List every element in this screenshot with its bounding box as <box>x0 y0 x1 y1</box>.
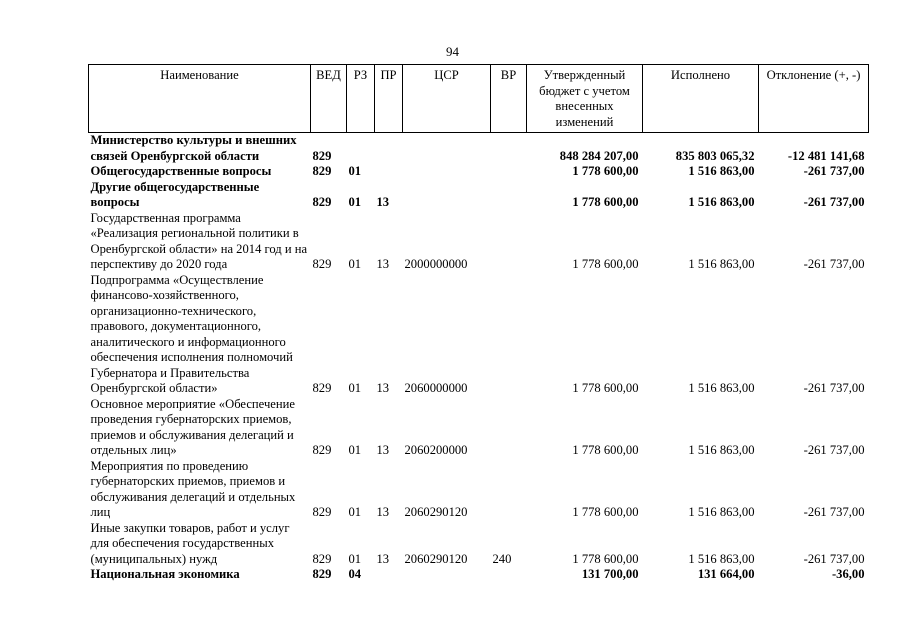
cell-name: Общегосударственные вопросы <box>90 164 272 178</box>
cell-csr <box>403 133 491 165</box>
cell-executed: 1 516 863,00 <box>688 164 755 178</box>
cell-csr <box>403 567 491 583</box>
cell-ved: 829 <box>312 148 332 163</box>
cell-rz: 01 <box>348 505 362 519</box>
cell-budget: 131 700,00 <box>581 567 639 581</box>
cell-name: Иные закупки товаров, работ и услуг для обеспечения государственных (муниципальных) нужд <box>90 520 290 566</box>
cell-name: Государственная программа «Реализация региональной политики в Оренбургской области» на 2014 год и на перспективу до 2020 года <box>90 210 308 271</box>
cell-ved: 829 <box>312 443 332 457</box>
page-number: 94 <box>446 44 459 59</box>
cell-ved: 829 <box>312 567 332 581</box>
table-row <box>89 180 869 211</box>
header-ved: ВЕД <box>311 65 347 133</box>
cell-budget: 1 778 600,00 <box>572 551 639 566</box>
cell-vr <box>491 211 527 273</box>
cell-vr <box>491 567 527 583</box>
cell-name: Подпрограмма «Осуществление финансово-хозяйственного, организационно-технического, правового, документационного, аналитического и информационного обеспечения исполнения полномочий Губернатора и Правительства Оренбургской области» <box>90 272 293 395</box>
cell-ved: 829 <box>312 505 332 519</box>
cell-csr: 2000000000 <box>404 257 468 271</box>
cell-vr <box>491 133 527 165</box>
table-row <box>89 521 869 568</box>
cell-csr: 2060290120 <box>404 505 468 519</box>
cell-budget: 1 778 600,00 <box>572 505 639 519</box>
cell-name: Мероприятия по проведению губернаторских приемов, приемов и обслуживания делегаций и отдельных лиц <box>90 458 296 519</box>
header-pr: ПР <box>375 65 403 133</box>
table-row <box>89 273 869 397</box>
cell-rz: 01 <box>348 443 362 457</box>
cell-rz: 01 <box>348 195 362 209</box>
cell-name: Основное мероприятие «Обеспечение проведения губернаторских приемов, приемов и обслуживания делегаций и отдельных лиц» <box>90 396 295 457</box>
cell-csr: 2060000000 <box>404 381 468 395</box>
cell-deviation: -261 737,00 <box>803 381 865 395</box>
cell-rz: 01 <box>348 381 362 395</box>
cell-ved: 829 <box>312 257 332 271</box>
table-row <box>89 133 869 165</box>
cell-budget: 1 778 600,00 <box>572 164 639 178</box>
header-budget: Утвержденный бюджет с учетом внесенных изменений <box>527 65 643 133</box>
header-rz: РЗ <box>347 65 375 133</box>
header-vr: ВР <box>491 65 527 133</box>
cell-budget: 1 778 600,00 <box>572 195 639 209</box>
cell-deviation: -261 737,00 <box>803 551 865 566</box>
cell-ved: 829 <box>312 195 332 209</box>
table-row <box>89 459 869 521</box>
cell-deviation: -261 737,00 <box>803 164 865 178</box>
header-executed: Исполнено <box>643 65 759 133</box>
cell-deviation: -261 737,00 <box>803 443 865 457</box>
cell-rz: 04 <box>348 567 362 581</box>
cell-deviation: -261 737,00 <box>803 257 865 271</box>
cell-vr <box>491 273 527 397</box>
cell-pr: 13 <box>376 505 390 519</box>
cell-pr: 13 <box>376 443 390 457</box>
cell-executed: 835 803 065,32 <box>675 148 755 163</box>
cell-executed: 1 516 863,00 <box>688 505 755 519</box>
cell-pr: 13 <box>376 381 390 395</box>
cell-deviation: -36,00 <box>831 567 865 581</box>
cell-pr <box>375 164 403 180</box>
cell-csr <box>403 180 491 211</box>
table-row <box>89 397 869 459</box>
cell-pr: 13 <box>376 257 390 271</box>
cell-executed: 1 516 863,00 <box>688 551 755 566</box>
cell-vr <box>491 397 527 459</box>
cell-budget: 1 778 600,00 <box>572 443 639 457</box>
cell-name: Другие общегосударственные вопросы <box>90 179 260 209</box>
table-header-row <box>89 65 869 133</box>
cell-rz: 01 <box>348 551 362 566</box>
cell-ved: 829 <box>312 381 332 395</box>
cell-csr: 2060200000 <box>404 443 468 457</box>
cell-deviation: -261 737,00 <box>803 505 865 519</box>
cell-executed: 1 516 863,00 <box>688 443 755 457</box>
cell-executed: 1 516 863,00 <box>688 381 755 395</box>
cell-deviation: -261 737,00 <box>803 195 865 209</box>
table-row <box>89 567 869 583</box>
cell-pr: 13 <box>376 195 390 209</box>
table-row <box>89 164 869 180</box>
cell-ved: 829 <box>312 164 332 178</box>
cell-csr <box>403 164 491 180</box>
cell-executed: 1 516 863,00 <box>688 195 755 209</box>
cell-executed: 1 516 863,00 <box>688 257 755 271</box>
cell-budget: 1 778 600,00 <box>572 257 639 271</box>
cell-vr <box>491 459 527 521</box>
header-csr: ЦСР <box>403 65 491 133</box>
cell-executed: 131 664,00 <box>697 567 755 581</box>
table-row <box>89 211 869 273</box>
cell-pr: 13 <box>376 551 390 566</box>
cell-vr <box>491 164 527 180</box>
cell-vr <box>491 180 527 211</box>
cell-deviation: -12 481 141,68 <box>787 148 865 163</box>
header-deviation: Отклонение (+, -) <box>759 65 869 133</box>
cell-budget: 848 284 207,00 <box>559 148 639 163</box>
cell-name: Национальная экономика <box>90 567 240 581</box>
cell-rz <box>347 133 375 165</box>
cell-ved: 829 <box>312 551 332 566</box>
table-body <box>89 133 869 583</box>
cell-name: Министерство культуры и внешних связей Оренбургской области <box>90 133 297 163</box>
cell-csr: 2060290120 <box>404 551 468 566</box>
cell-vr: 240 <box>492 551 512 566</box>
header-name: Наименование <box>89 65 311 133</box>
cell-pr <box>375 133 403 165</box>
cell-rz: 01 <box>348 257 362 271</box>
cell-budget: 1 778 600,00 <box>572 381 639 395</box>
budget-table <box>88 64 869 583</box>
cell-rz: 01 <box>348 164 362 178</box>
cell-pr <box>375 567 403 583</box>
